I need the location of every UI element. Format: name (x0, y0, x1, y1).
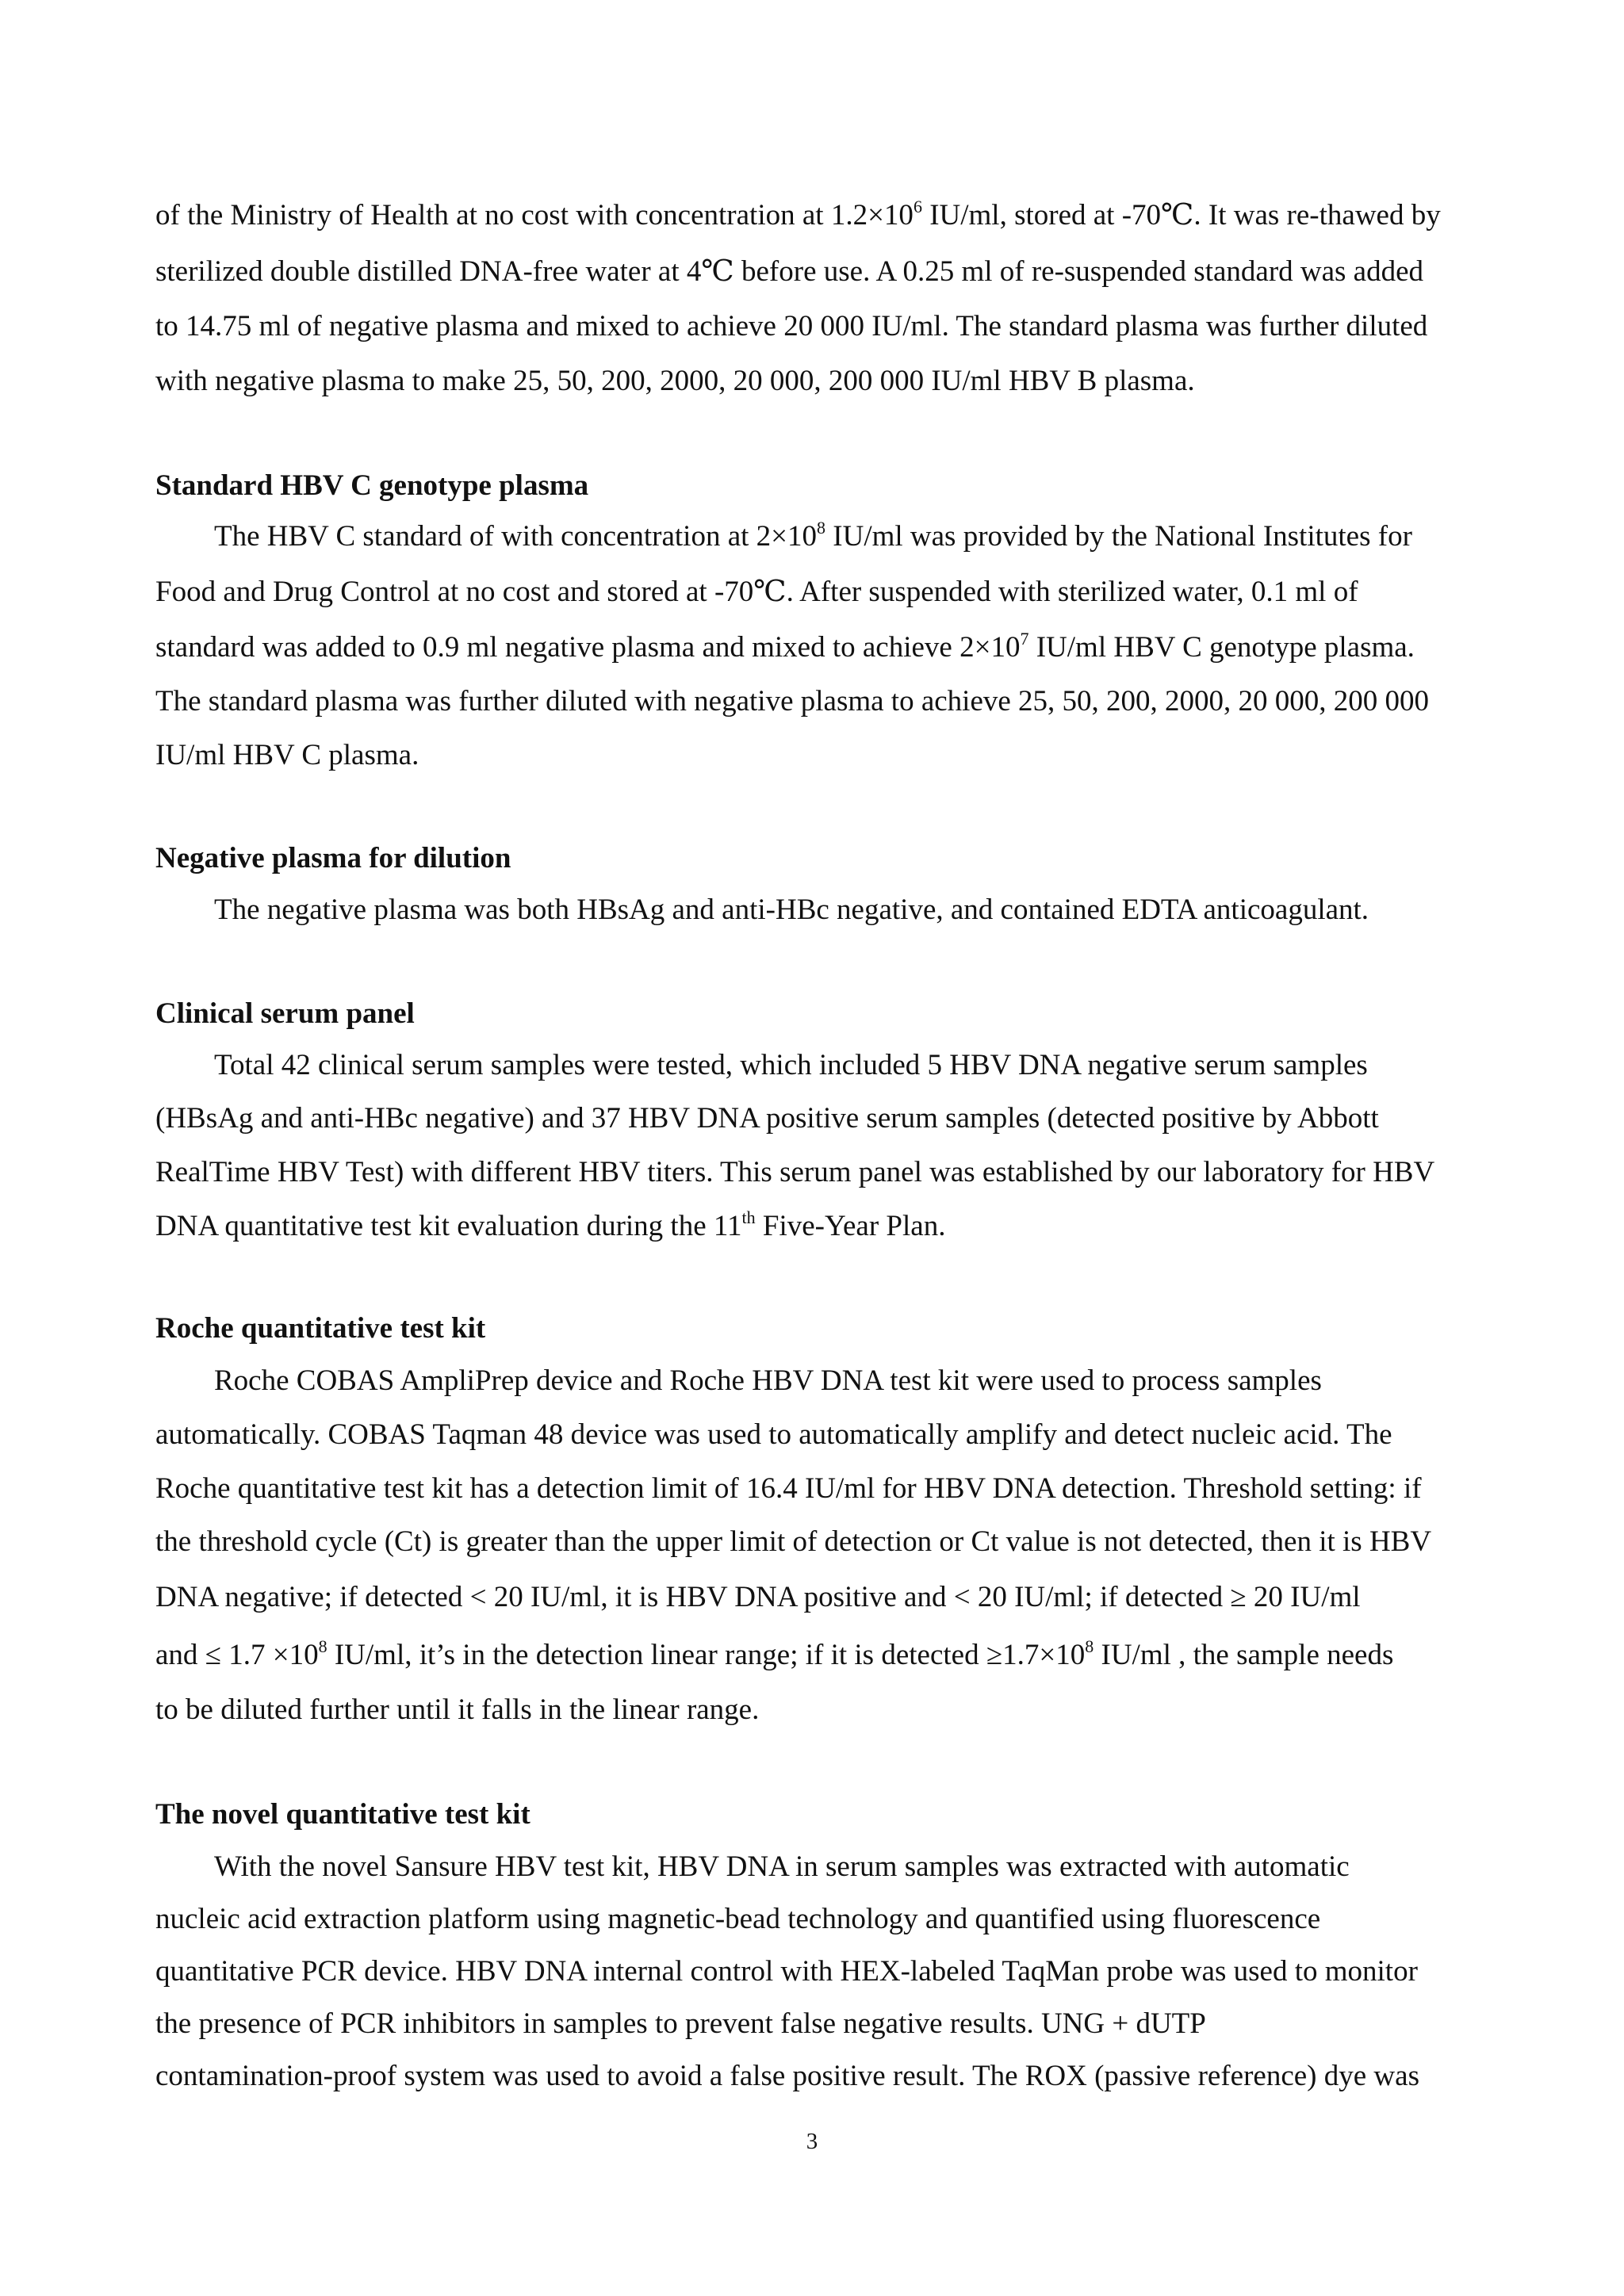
text-line (155, 630, 1415, 664)
text-run: IU/ml, it’s in the detection linear range; if it is detected ≥1.7×10 (327, 1639, 1086, 1671)
text-line: IU/ml HBV C plasma. (155, 739, 419, 771)
superscript: 8 (1085, 1636, 1094, 1656)
text-line: (HBsAg and anti-HBc negative) and 37 HBV DNA positive serum samples (detected positive by Abbott (155, 1102, 1379, 1135)
page-number: 3 (806, 2129, 818, 2154)
section-heading: Clinical serum panel (155, 997, 415, 1030)
text-line: automatically. COBAS Taqman 48 device was used to automatically amplify and detect nucleic acid. The (155, 1418, 1392, 1451)
text-run: IU/ml was provided by the National Institutes for (825, 520, 1412, 553)
text-run: of the Ministry of Health at no cost with concentration at 1.2×10 (155, 199, 914, 232)
superscript: 6 (913, 197, 922, 216)
text-run: IU/ml , the sample needs (1094, 1639, 1394, 1671)
text-line: Food and Drug Control at no cost and stored at -70℃. After suspended with sterilized water, 0.1 ml of (155, 576, 1358, 608)
text-line: The standard plasma was further diluted with negative plasma to achieve 25, 50, 200, 2000, 20 000, 200 000 (155, 685, 1430, 718)
text-line (155, 1638, 1393, 1672)
text-line: the threshold cycle (Ct) is greater than the upper limit of detection or Ct value is not detected, then it is HBV (155, 1525, 1432, 1558)
text-run: IU/ml HBV C genotype plasma. (1028, 631, 1415, 664)
text-line: with negative plasma to make 25, 50, 200, 2000, 20 000, 200 000 IU/ml HBV B plasma. (155, 365, 1195, 397)
text-run: Five-Year Plan. (755, 1210, 946, 1242)
text-line: sterilized double distilled DNA-free water at 4℃ before use. A 0.25 ml of re-suspended standard was added (155, 255, 1424, 288)
text-line: to be diluted further until it falls in the linear range. (155, 1693, 760, 1726)
text-line: DNA negative; if detected < 20 IU/ml, it is HBV DNA positive and < 20 IU/ml; if detected ≥ 20 IU/ml (155, 1581, 1361, 1613)
section-heading: Roche quantitative test kit (155, 1312, 486, 1345)
text-line: RealTime HBV Test) with different HBV titers. This serum panel was established by our laboratory for HBV (155, 1156, 1435, 1188)
text-run: standard was added to 0.9 ml negative plasma and mixed to achieve 2×10 (155, 631, 1021, 664)
text-line: Total 42 clinical serum samples were tested, which included 5 HBV DNA negative serum samples (214, 1049, 1368, 1081)
superscript: 8 (318, 1636, 327, 1656)
text-line: contamination-proof system was used to avoid a false positive result. The ROX (passive reference) dye was (155, 2060, 1419, 2092)
text-line (155, 197, 1441, 232)
text-run: The HBV C standard of with concentration at 2×10 (214, 520, 818, 553)
section-heading: Standard HBV C genotype plasma (155, 469, 589, 502)
superscript: 8 (817, 518, 826, 538)
text-run: IU/ml, stored at -70℃. It was re-thawed by (921, 199, 1441, 232)
text-line: the presence of PCR inhibitors in samples to prevent false negative results. UNG + dUTP (155, 2007, 1206, 2040)
superscript: th (741, 1207, 756, 1227)
text-run: and ≤ 1.7 ×10 (155, 1639, 319, 1671)
section-heading: The novel quantitative test kit (155, 1798, 530, 1831)
superscript: 7 (1020, 629, 1029, 649)
text-line (155, 1209, 945, 1243)
text-line: Roche quantitative test kit has a detection limit of 16.4 IU/ml for HBV DNA detection. Threshold setting: if (155, 1472, 1422, 1505)
text-line: The negative plasma was both HBsAg and anti-HBc negative, and contained EDTA anticoagulant. (214, 894, 1369, 926)
text-line: quantitative PCR device. HBV DNA internal control with HEX-labeled TaqMan probe was used to monitor (155, 1955, 1418, 1988)
text-line: Roche COBAS AmpliPrep device and Roche HBV DNA test kit were used to process samples (214, 1364, 1322, 1397)
text-run: DNA quantitative test kit evaluation during the 11 (155, 1210, 742, 1242)
text-line: With the novel Sansure HBV test kit, HBV DNA in serum samples was extracted with automatic (214, 1850, 1350, 1883)
text-line: to 14.75 ml of negative plasma and mixed to achieve 20 000 IU/ml. The standard plasma was further diluted (155, 310, 1428, 342)
text-line: nucleic acid extraction platform using magnetic-bead technology and quantified using fluorescence (155, 1903, 1321, 1935)
text-line (214, 519, 1412, 553)
section-heading: Negative plasma for dilution (155, 842, 511, 874)
